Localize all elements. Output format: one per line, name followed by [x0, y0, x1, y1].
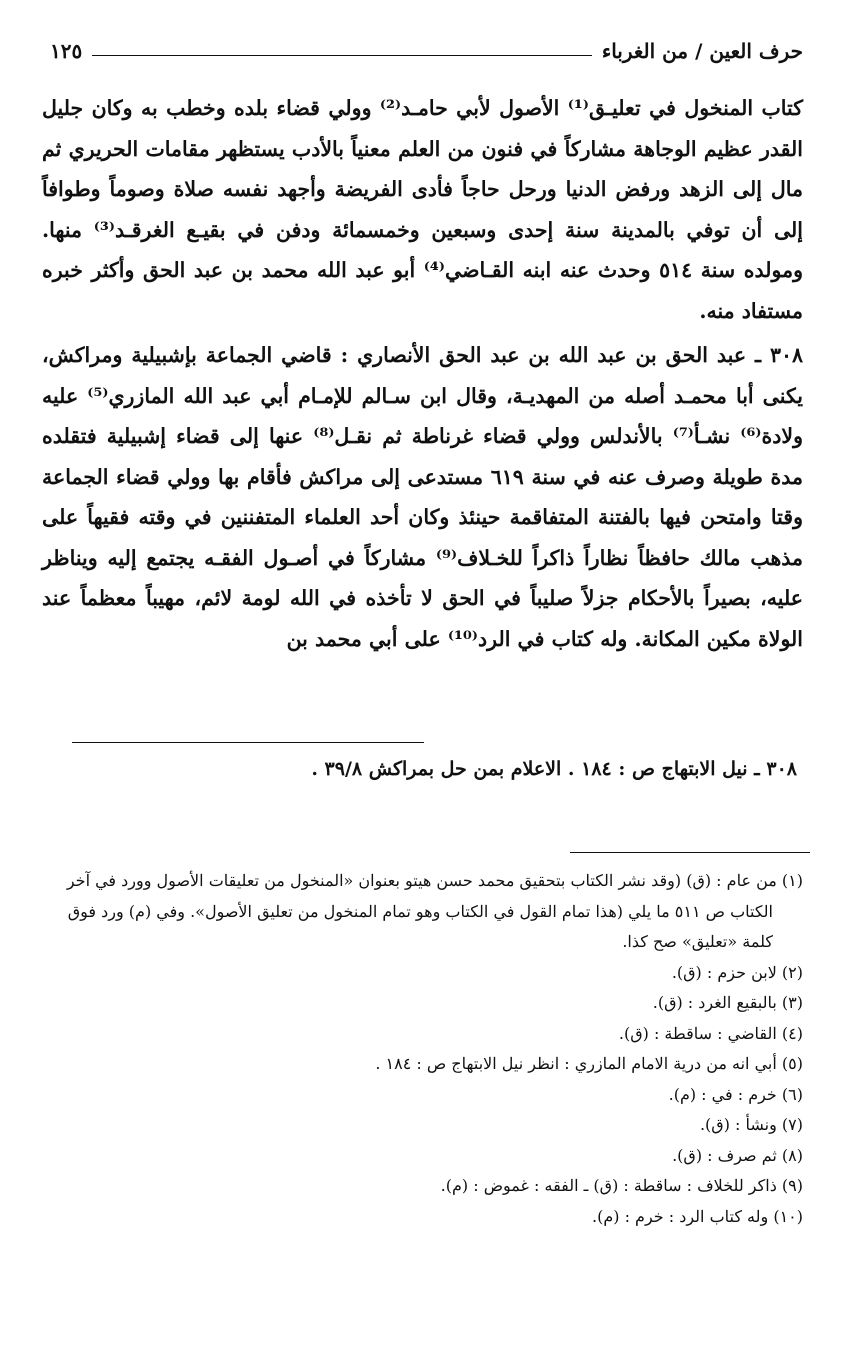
footnote: (٢) لابن حزم : (ق).	[671, 962, 803, 982]
header-rule	[92, 55, 592, 56]
footnotes-list	[46, 866, 803, 1232]
paragraph-continuation: كتاب المنخول في تعليـق⁽¹⁾ الأصول لأبي حامـد⁽²⁾ وولي قضاء بلده وخطب به وكان جليل القدر عظيم الوجاهة مشاركاً في فنون من العلم معنياً بالأدب يستظهر مقامات الحريري ثم مال إلى الزهد ورفض الدنيا ورحل حاجاً فأدى الفريضة وأجهد نفسه صلاة وصوماً وطوافاً إلى أن توفي بالمدينة سنة إحدى وسبعين وخمسمائة ودفن في بقيـع الغرقـد⁽³⁾ منها. ومولده سنة ٥١٤ وحدث عنه ابنه القـاضي⁽⁴⁾ أبو عبد الله محمد بن عبد الحق وأكثر خبره مستفاد منه.	[42, 96, 803, 323]
footnote: (٥) أبي انه من درية الامام المازري : انظر نيل الابتهاج ص : ١٨٤ .	[375, 1054, 803, 1073]
footnote: (٩) ذاكر للخلاف : ساقطة : (ق) ـ الفقه : غموض : (م).	[440, 1176, 803, 1195]
footnote: (٤) القاضي : ساقطة : (ق).	[618, 1023, 803, 1043]
footnote: (٧) ونشأ : (ق).	[699, 1115, 803, 1134]
paragraph-entry-308: ٣٠٨ ـ عبد الحق بن عبد الله بن عبد الحق الأنصاري : قاضي الجماعة بإشبيلية ومراكش، يكنى أبا محمـد أصله من المهديـة، وقال ابن سـالم للإمـام أبي عبد الله المازري⁽⁵⁾ عليه ولادة⁽⁶⁾ نشـأ⁽⁷⁾ بالأندلس وولي قضاء غرناطة ثم نقـل⁽⁸⁾ عنها إلى قضاء إشبيلية فتقلده مدة طويلة وصرف عنه في سنة ٦١٩ مستدعى إلى مراكش فأقام بها وولي قضاء الجماعة وقتا وامتحن فيها بالفتنة المتفاقمة حينئذ وكان أحد العلماء المتفننين في وقته فقيهاً على مذهب مالك حافظاً نظاراً ذاكراً للخـلاف⁽⁹⁾ مشاركاً في أصـول الفقـه يجتمع إليه ويناظر عليه، بصيراً بالأحكام جزلاً صليباً في الحق لا تأخذه في الله لومة لائم، مهيباً معظماً عند الولاة مكين المكانة. وله كتاب في الرد⁽¹⁰⁾ على أبي محمد بن	[42, 343, 804, 651]
footnote: (٣) بالبقيع الغرد : (ق).	[652, 993, 803, 1012]
entry-sources: ٣٠٨ ـ نيل الابتهاج ص : ١٨٤ . الاعلام بمن حل بمراكش ٣٩/٨ .	[311, 758, 797, 780]
page-number: ١٢٥	[50, 39, 83, 63]
footnote: (٨) ثم صرف : (ق).	[672, 1145, 803, 1165]
footnote: (١٠) وله كتاب الرد : خرم : (م).	[592, 1206, 803, 1226]
footnote: (١) من عام : (ق) (وقد نشر الكتاب بتحقيق محمد حسن هيتو بعنوان «المنخول من تعليقات الأصول وورد في آخر الكتاب ص ٥١١ ما يلي (هذا تمام القول في الكتاب وهو تمام المنخول من تعليق الأصول». وفي (م) ورد فوق كلمة «تعليق» صح كذا.	[66, 871, 803, 951]
footnote: (٦) خرم : في : (م).	[668, 1084, 803, 1104]
running-header	[50, 34, 803, 68]
sources-divider	[72, 742, 424, 743]
footnotes-divider	[570, 852, 810, 853]
header-title: حرف العين / من الغرباء	[601, 39, 803, 63]
main-text	[42, 88, 803, 659]
